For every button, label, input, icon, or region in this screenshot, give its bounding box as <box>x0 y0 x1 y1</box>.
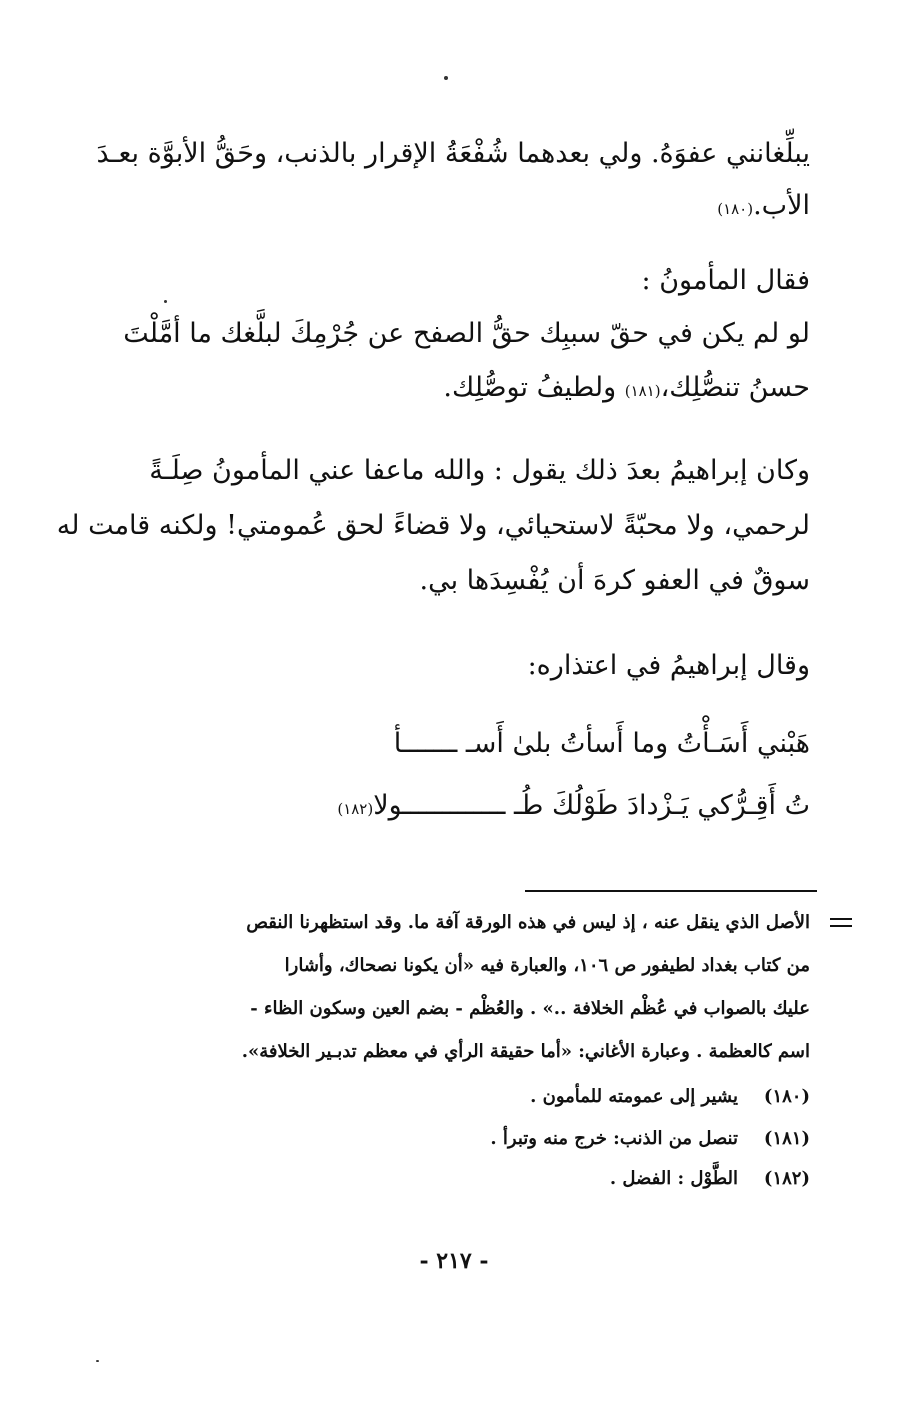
paragraph-1-line-1: يبلِّغانني عفوَهُ. ولي بعدهما شُفْعَةُ الإقرار بالذنب، وحَقُّ الأبوَّة بعـدَ <box>96 138 810 169</box>
footnote-continued-line-1: الأصل الذي ينقل عنه ، إذ ليس في هذه الورقة آفة ما. وقد استظهرنا النقص <box>246 912 810 933</box>
footnote-continued-line-4: اسم كالعظمة . وعبارة الأغاني: «أما حقيقة الرأي في معظم تدبـير الخلافة». <box>241 1041 810 1062</box>
paragraph-4-line-1: وكان إبراهيمُ بعدَ ذلك يقول : والله ماعفا عني المأمونُ صِلَـةً <box>149 455 810 486</box>
paragraph-5-line-1: وقال إبراهيمُ في اعتذاره: <box>527 650 810 681</box>
paragraph-2-line-1: فقال المأمونُ : <box>641 265 810 296</box>
poem-hemistich-1: هَبْني أَسَـأْتُ وما أَسأتُ بلىٰ أَسـ ـــــــأ <box>393 728 810 759</box>
footnote-number: (١٨١) <box>763 1128 810 1149</box>
top-dot-mark <box>444 76 448 80</box>
paragraph-3-line-1: لو لم يكن في حقّ سببِك حقُّ الصفح عن جُرْمِكَ لبلَّغك ما أمَّلْتَ <box>123 318 810 349</box>
poem-hemistich-2 <box>337 790 810 821</box>
footnote-number: (١٨٠) <box>763 1086 810 1107</box>
footnote-separator <box>525 890 817 892</box>
poem-hemistich-2-text: تُ أَقِـرُّكي يَـزْدادَ طَوْلُكَ طُـ ـــــــــــــولا <box>373 790 810 821</box>
footnote-text: تنصل من الذنب: خرج منه وتبرأ . <box>490 1128 738 1149</box>
paragraph-4-line-2: لرحمي، ولا محبّةً لاستحيائي، ولا قضاءً لحق عُمومتي! ولكنه قامت له <box>56 510 810 541</box>
footnote-text: يشير إلى عمومته للمأمون . <box>530 1086 738 1107</box>
footnote-182 <box>610 1168 810 1189</box>
continuation-mark <box>830 918 852 928</box>
page-number: - ٢١٧ - <box>419 1248 489 1274</box>
paragraph-1-line-2 <box>717 190 810 221</box>
footnote-ref-180: (١٨٠) <box>717 200 754 218</box>
paragraph-3-text-a: حسنُ تنصُّلِك، <box>660 372 810 403</box>
diacritic-mark <box>164 300 167 303</box>
footnote-text: الطَّوْل : الفضل . <box>609 1168 738 1189</box>
footnote-181 <box>490 1128 810 1149</box>
paragraph-1-text: الأب. <box>753 190 810 221</box>
footnote-continued-line-3: عليك بالصواب في عُظْم الخلافة ..» . والعُظْم - بضم العين وسكون الظاء - <box>250 998 810 1019</box>
footnote-number: (١٨٢) <box>763 1168 810 1189</box>
paragraph-3-line-2 <box>443 372 810 403</box>
paragraph-3-text-b: ولطيفُ توصُّلِك. <box>443 372 625 403</box>
bottom-corner-mark <box>96 1360 99 1362</box>
footnote-180 <box>530 1086 810 1107</box>
footnote-ref-181: (١٨١) <box>624 382 661 400</box>
footnote-continued-line-2: من كتاب بغداد لطيفور ص ١٠٦، والعبارة فيه «أن يكونا نصحاك، وأشارا <box>284 955 810 976</box>
paragraph-4-line-3: سوقٌ في العفو كرهَ أن يُفْسِدَها بي. <box>419 565 810 596</box>
footnote-ref-182: (١٨٢) <box>337 800 374 818</box>
